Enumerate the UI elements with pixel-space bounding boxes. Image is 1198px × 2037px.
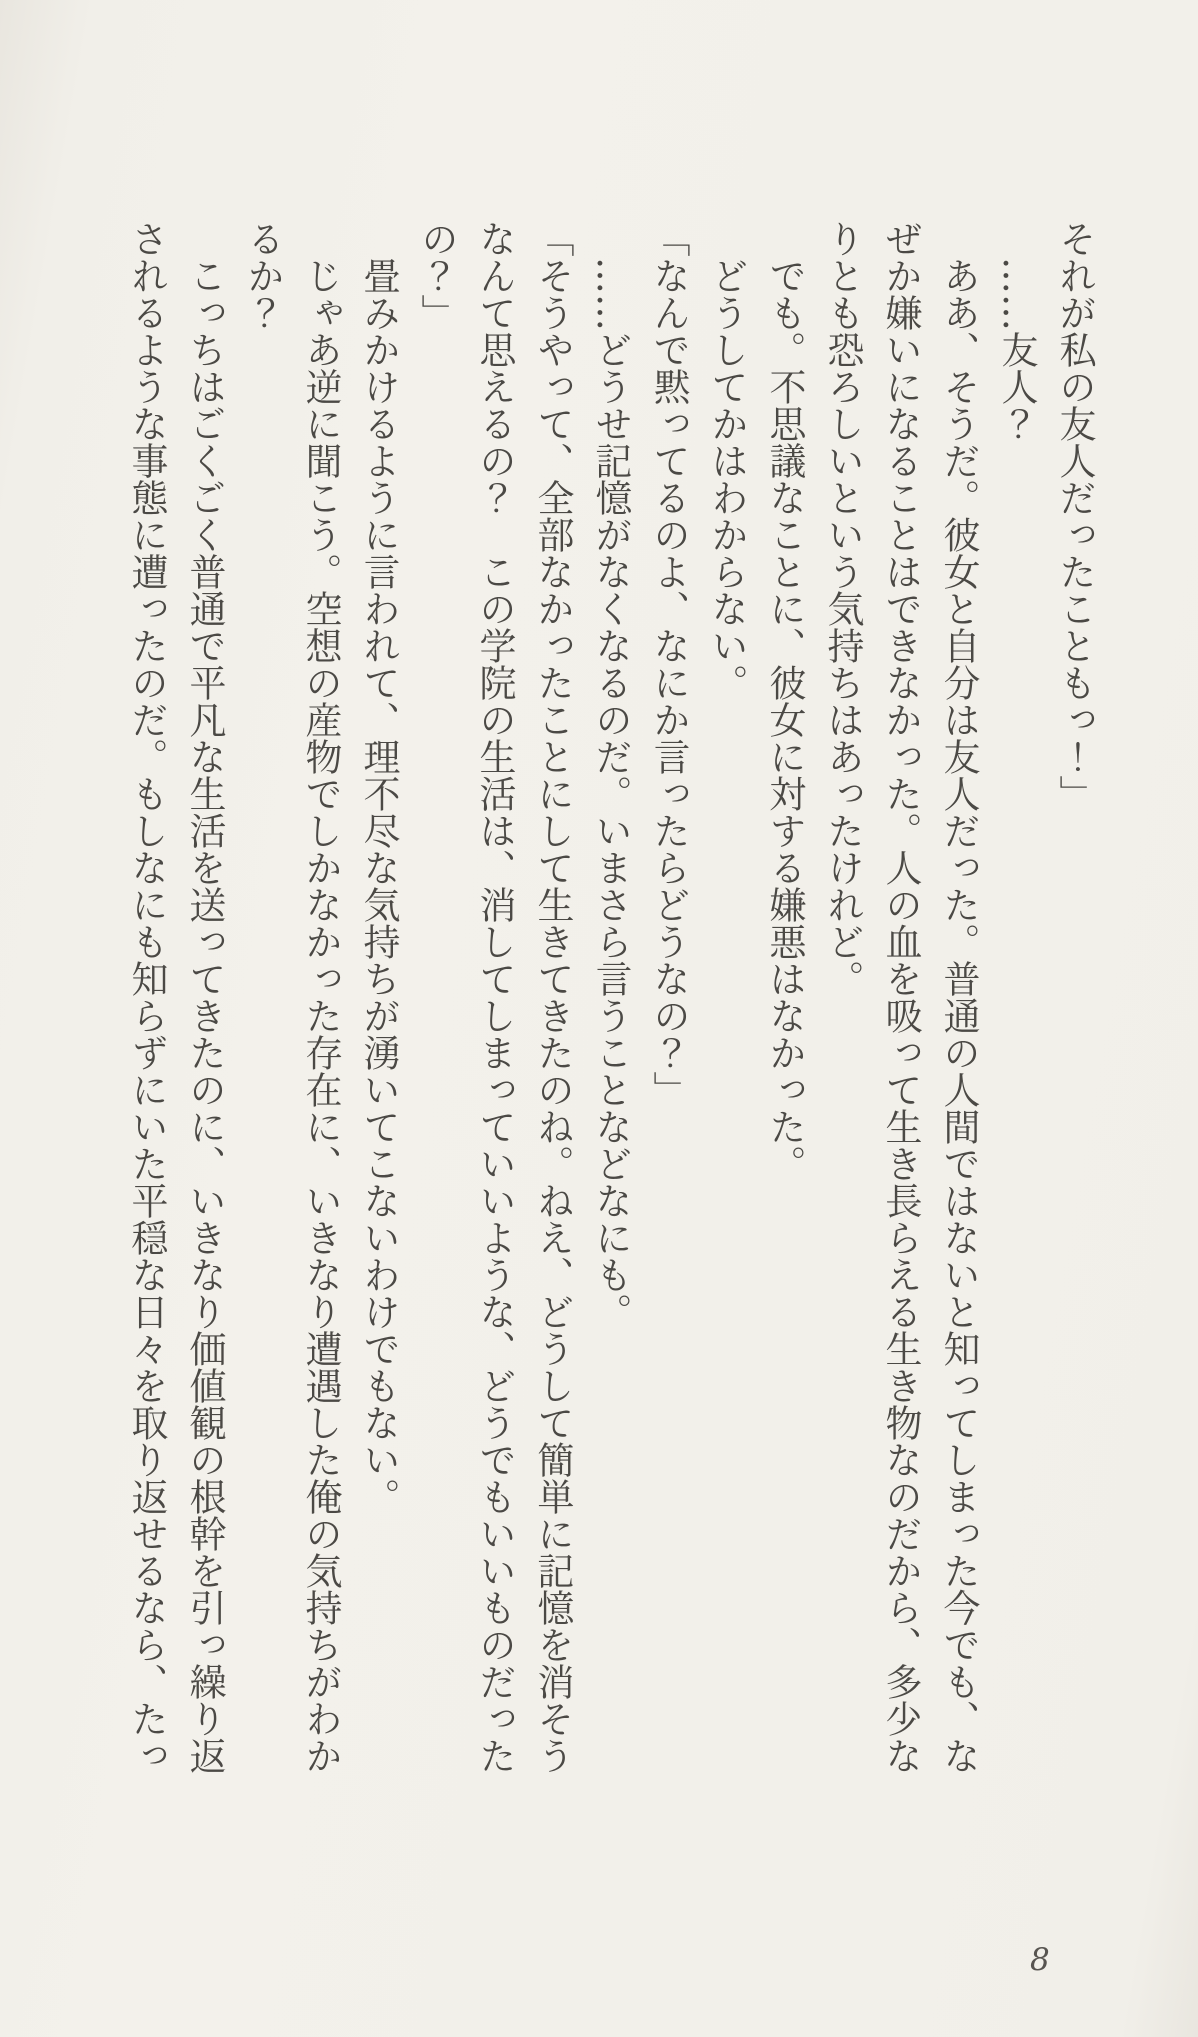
text-column-6: でも。不思議なことに、彼女に対する嫌悪はなかった。 [763,220,806,1182]
page-number: 8 [1030,1942,1050,1978]
text-column-12: の？」 [415,220,458,331]
text-column-13: 畳みかけるように言われて、理不尽な気持ちが湧いてこないわけでもない。 [357,220,400,1515]
text-column-9: ……どうせ記憶がなくなるのだ。いまさら言うことなどなにも。 [589,220,632,1330]
text-column-7: どうしてかはわからない。 [705,220,748,701]
text-column-8: 「なんで黙ってるのよ、なにか言ったらどうなの？」 [647,220,690,1108]
text-column-17: されるような事態に遭ったのだ。もしなにも知らずにいた平穏な日々を取り返せるなら、たっ [125,220,168,1774]
text-column-5: りとも恐ろしいという気持ちはあったけれど。 [821,220,864,997]
text-column-14: じゃあ逆に聞こう。空想の産物でしかなかった存在に、いきなり遭遇した俺の気持ちがわか [299,220,342,1774]
vertical-text-block [117,220,1103,1885]
text-column-10: 「そうやって、全部なかったことにして生きてきたのね。ねえ、どうして簡単に記憶を消そう [531,220,574,1774]
text-column-16: こっちはごくごく普通で平凡な生活を送ってきたのに、いきなり価値観の根幹を引っ繰り返 [183,220,226,1774]
text-column-11: なんて思えるの？ この学院の生活は、消してしまっていいような、どうでもいいものだった [473,220,516,1774]
text-column-1: それが私の友人だったこともっ！」 [1053,220,1096,812]
text-column-4: ぜか嫌いになることはできなかった。人の血を吸って生き長らえる生き物なのだから、多少な [879,220,922,1774]
text-column-3: ああ、そうだ。彼女と自分は友人だった。普通の人間ではないと知ってしまった今でも、な [937,220,980,1774]
text-column-15: るか？ [241,220,284,331]
text-column-2: ……友人？ [995,220,1038,442]
